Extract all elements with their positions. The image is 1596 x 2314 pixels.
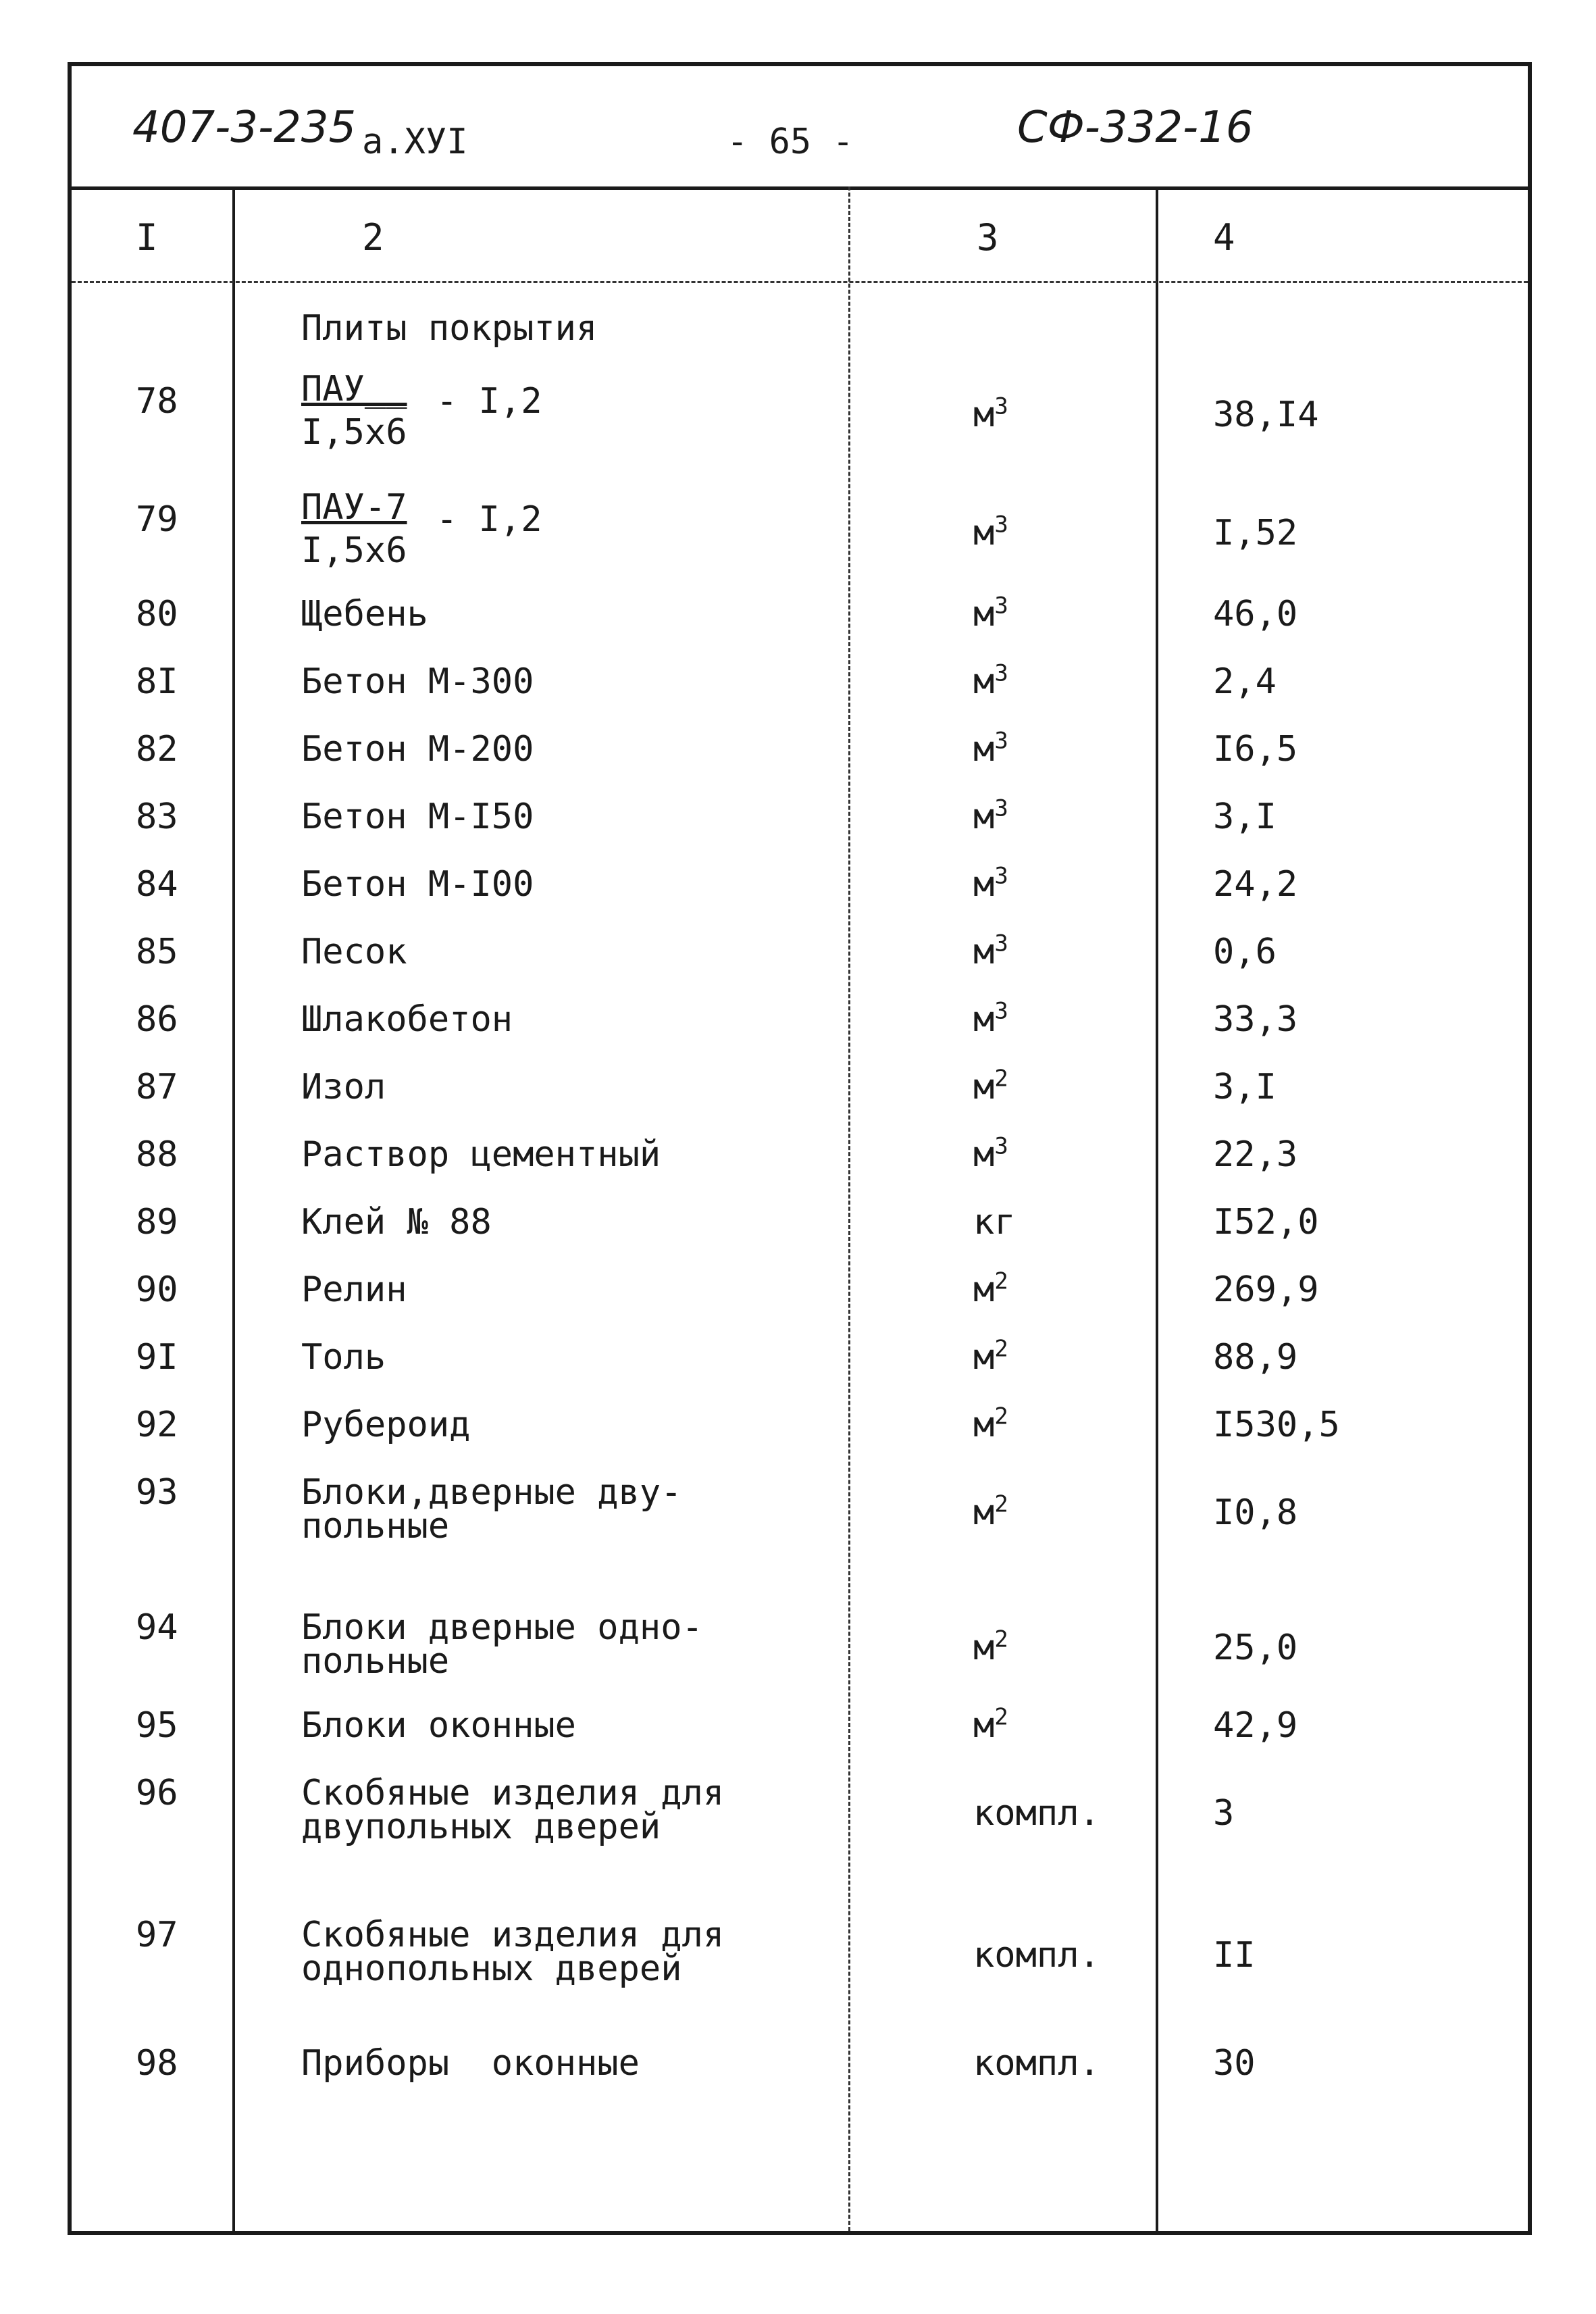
- quantity: II: [1213, 1935, 1256, 1976]
- quantity: 25,0: [1213, 1628, 1298, 1668]
- table-row: [72, 1472, 1528, 1546]
- table-row: [72, 369, 1528, 453]
- row-number: 83: [136, 797, 178, 837]
- item-name: Раствор цементный: [301, 1134, 661, 1175]
- unit: [973, 727, 1008, 770]
- item-name: Бетон М-300: [301, 661, 534, 702]
- unit-symbol: м: [973, 594, 995, 634]
- row-number: 93: [136, 1472, 178, 1513]
- row-number: 80: [136, 594, 178, 634]
- unit: [973, 1793, 1100, 1834]
- unit-symbol: м: [973, 395, 995, 435]
- unit-symbol: м: [973, 513, 995, 553]
- table-row: [72, 1065, 1528, 1137]
- unit: [973, 930, 1008, 972]
- item-name: Скобяные изделия для: [301, 1915, 725, 1955]
- unit: [973, 2043, 1100, 2084]
- unit-symbol: м: [973, 1067, 995, 1107]
- unit: [973, 1626, 1008, 1668]
- row-number: 92: [136, 1405, 178, 1445]
- unit-symbol: м: [973, 864, 995, 905]
- item-name-bottom: I,5x6: [301, 530, 407, 571]
- unit: [973, 1132, 1008, 1175]
- unit: [973, 511, 1008, 553]
- item-name-suffix: - I,2: [436, 381, 542, 422]
- unit-exponent: 2: [994, 1065, 1008, 1092]
- item-name-suffix: - I,2: [436, 499, 542, 540]
- row-number: 90: [136, 1269, 178, 1310]
- unit-exponent: 3: [994, 393, 1008, 420]
- unit: [973, 1335, 1008, 1378]
- item-name-line2: польные: [301, 1506, 450, 1546]
- unit-symbol: компл.: [973, 1935, 1100, 1976]
- quantity: 2,4: [1213, 661, 1277, 702]
- unit-symbol: м: [973, 1337, 995, 1378]
- row-number: 94: [136, 1607, 178, 1648]
- unit-exponent: 3: [994, 659, 1008, 687]
- unit: [973, 1403, 1008, 1445]
- unit-exponent: 2: [994, 1267, 1008, 1295]
- table-row: [72, 1132, 1528, 1205]
- item-name: Толь: [301, 1337, 386, 1378]
- quantity: 3,I: [1213, 797, 1277, 837]
- unit-symbol: м: [973, 1705, 995, 1746]
- table-row: [72, 930, 1528, 1002]
- unit-symbol: м: [973, 1628, 995, 1668]
- unit-symbol: компл.: [973, 1793, 1100, 1834]
- unit: [973, 795, 1008, 837]
- item-name: Бетон М-I00: [301, 864, 534, 905]
- quantity: 33,3: [1213, 999, 1298, 1040]
- unit-exponent: 3: [994, 862, 1008, 890]
- item-name: Бетон М-200: [301, 729, 534, 770]
- document-sheet: [68, 62, 1532, 2235]
- row-number: 96: [136, 1773, 178, 1813]
- unit: [973, 997, 1008, 1040]
- row-number: 79: [136, 499, 178, 540]
- table-row: [72, 862, 1528, 934]
- column-head-3: 3: [977, 216, 999, 259]
- unit-symbol: м: [973, 1269, 995, 1310]
- table-row: [72, 1267, 1528, 1340]
- unit: [973, 1065, 1008, 1107]
- unit-symbol: м: [973, 729, 995, 770]
- unit-symbol: м: [973, 661, 995, 702]
- unit-exponent: 2: [994, 1490, 1008, 1518]
- unit: [973, 1267, 1008, 1310]
- table-row: [72, 795, 1528, 867]
- table-row: [72, 1335, 1528, 1407]
- column-head-divider: [72, 281, 1528, 283]
- section-title: Плиты покрытия: [301, 308, 598, 349]
- item-name: Скобяные изделия для: [301, 1773, 725, 1813]
- quantity: 30: [1213, 2043, 1256, 2084]
- row-number: 8I: [136, 661, 178, 702]
- table-row: [72, 592, 1528, 664]
- item-name: Бетон М-I50: [301, 797, 534, 837]
- unit-exponent: 2: [994, 1703, 1008, 1731]
- unit-exponent: 3: [994, 930, 1008, 957]
- item-name: Блоки дверные одно-: [301, 1607, 703, 1648]
- quantity: 46,0: [1213, 594, 1298, 634]
- item-name: Шлакобетон: [301, 999, 513, 1040]
- quantity: 3,I: [1213, 1067, 1277, 1107]
- column-head-1: I: [136, 216, 158, 259]
- item-name-top: ПАУ__: [301, 369, 407, 409]
- unit-symbol: кг: [973, 1202, 1016, 1242]
- item-name: Блоки,дверные дву-: [301, 1472, 682, 1513]
- row-number: 84: [136, 864, 178, 905]
- quantity: I530,5: [1213, 1405, 1340, 1445]
- project-code: 407-3-235: [132, 103, 357, 153]
- header-divider: [72, 186, 1528, 190]
- table-row: [72, 1202, 1528, 1272]
- unit: [973, 1202, 1016, 1242]
- table-row: [72, 1773, 1528, 1847]
- row-number: 97: [136, 1915, 178, 1955]
- unit: [973, 1935, 1100, 1976]
- column-head-4: 4: [1213, 216, 1235, 259]
- item-name: Рубероид: [301, 1405, 471, 1445]
- quantity: 42,9: [1213, 1705, 1298, 1746]
- unit-symbol: м: [973, 1492, 995, 1533]
- column-head-2: 2: [362, 216, 384, 259]
- unit: [973, 592, 1008, 634]
- unit-symbol: м: [973, 999, 995, 1040]
- quantity: I52,0: [1213, 1202, 1319, 1242]
- item-name-top: ПАУ-7: [301, 487, 407, 528]
- row-number: 89: [136, 1202, 178, 1242]
- item-name: Песок: [301, 932, 407, 972]
- table-row: [72, 727, 1528, 799]
- unit-exponent: 2: [994, 1335, 1008, 1363]
- quantity: I,52: [1213, 513, 1298, 553]
- quantity: 269,9: [1213, 1269, 1319, 1310]
- row-number: 87: [136, 1067, 178, 1107]
- table-row: [72, 487, 1528, 571]
- item-name: Изол: [301, 1067, 386, 1107]
- unit: [973, 1490, 1008, 1533]
- quantity: I0,8: [1213, 1492, 1298, 1533]
- row-number: 78: [136, 381, 178, 422]
- quantity: I6,5: [1213, 729, 1298, 770]
- table-row: [72, 1915, 1528, 1989]
- unit-symbol: компл.: [973, 2043, 1100, 2084]
- row-number: 98: [136, 2043, 178, 2084]
- quantity: 3: [1213, 1793, 1235, 1834]
- unit-exponent: 3: [994, 997, 1008, 1025]
- item-name: Приборы оконные: [301, 2043, 640, 2084]
- item-name: Щебень: [301, 594, 428, 634]
- unit-exponent: 2: [994, 1403, 1008, 1430]
- unit: [973, 1703, 1008, 1746]
- item-name-bottom: I,5x6: [301, 412, 407, 453]
- table-row: [72, 2043, 1528, 2113]
- item-name: Релин: [301, 1269, 407, 1310]
- table-row: [72, 1703, 1528, 1776]
- table-row: [72, 659, 1528, 732]
- unit: [973, 393, 1008, 435]
- unit-exponent: 3: [994, 1132, 1008, 1160]
- unit-symbol: м: [973, 797, 995, 837]
- unit-exponent: 3: [994, 511, 1008, 538]
- unit-symbol: м: [973, 1405, 995, 1445]
- page-number: - 65 -: [727, 122, 854, 162]
- quantity: 38,I4: [1213, 395, 1319, 435]
- unit: [973, 659, 1008, 702]
- unit: [973, 862, 1008, 905]
- item-name-line2: польные: [301, 1641, 450, 1682]
- album-number: а.XУI: [362, 122, 468, 162]
- quantity: 22,3: [1213, 1134, 1298, 1175]
- unit-symbol: м: [973, 932, 995, 972]
- unit-exponent: 2: [994, 1626, 1008, 1653]
- row-number: 88: [136, 1134, 178, 1175]
- row-number: 9I: [136, 1337, 178, 1378]
- unit-exponent: 3: [994, 592, 1008, 620]
- table-row: [72, 997, 1528, 1070]
- quantity: 88,9: [1213, 1337, 1298, 1378]
- item-name-line2: двупольных дверей: [301, 1807, 661, 1847]
- unit-exponent: 3: [994, 727, 1008, 755]
- row-number: 85: [136, 932, 178, 972]
- quantity: 24,2: [1213, 864, 1298, 905]
- unit-exponent: 3: [994, 795, 1008, 822]
- item-name: Блоки оконные: [301, 1705, 576, 1746]
- sheet-code: СФ-332-16: [1017, 103, 1254, 153]
- table-row: [72, 1403, 1528, 1475]
- row-number: 82: [136, 729, 178, 770]
- quantity: 0,6: [1213, 932, 1277, 972]
- table-row: [72, 1607, 1528, 1682]
- item-name: Клей № 88: [301, 1202, 492, 1242]
- row-number: 86: [136, 999, 178, 1040]
- item-name-line2: однопольных дверей: [301, 1948, 682, 1989]
- unit-symbol: м: [973, 1134, 995, 1175]
- row-number: 95: [136, 1705, 178, 1746]
